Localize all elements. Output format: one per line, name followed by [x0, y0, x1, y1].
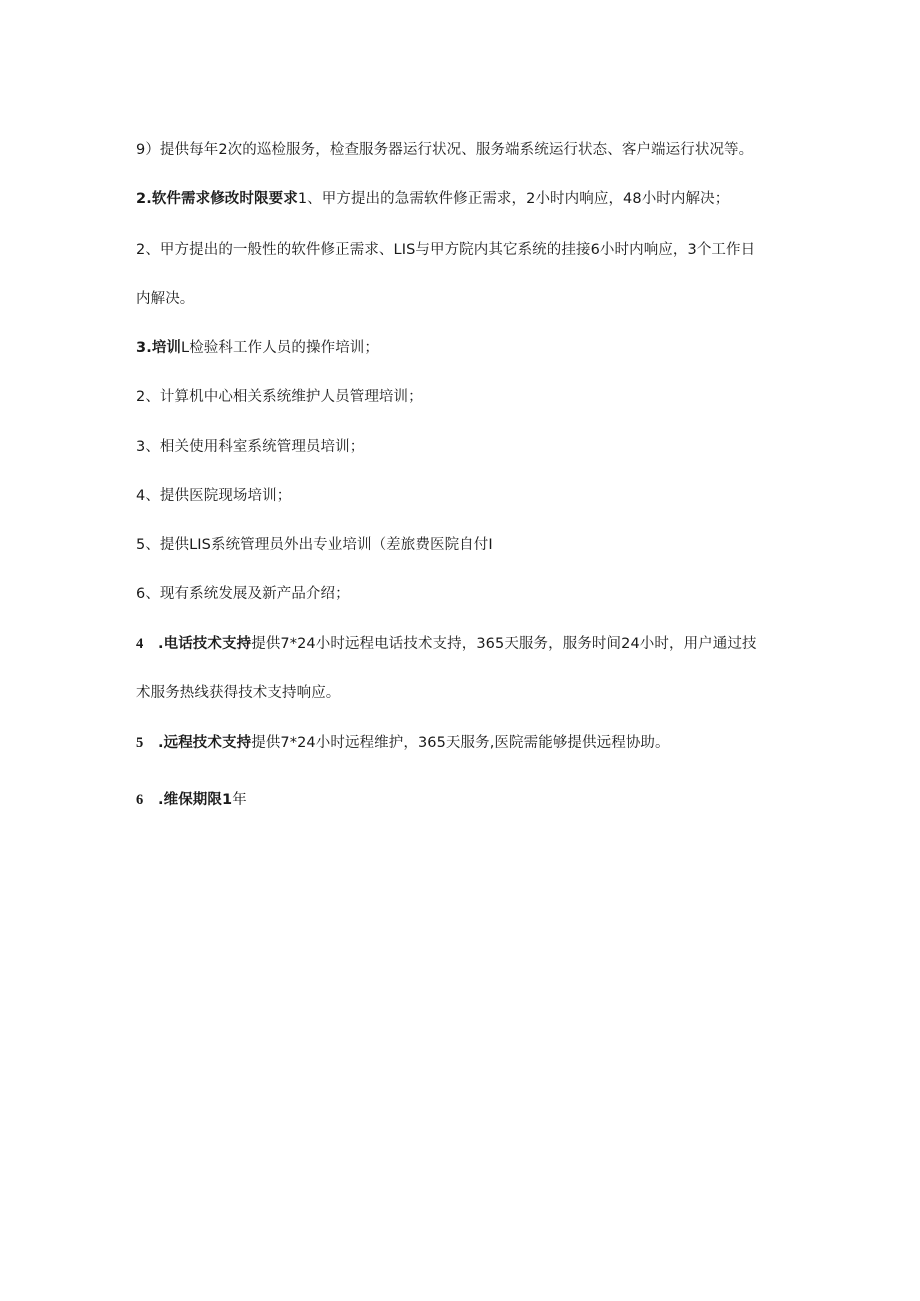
section-2-line: [136, 189, 729, 209]
section-4-title: .电话技术支持: [158, 636, 252, 652]
section-4-number: 4: [136, 636, 144, 652]
section-6-value: 1: [222, 792, 233, 808]
section-5-text: 提供7*24小时远程维护，365天服务,医院需能够提供远程协助。: [251, 735, 670, 751]
section-3-number: 3.: [136, 340, 152, 356]
training-item: 4、提供医院现场培训；: [136, 488, 292, 504]
section-3-title: 培训: [151, 340, 182, 356]
section-2-item-2-line-1: 2、甲方提出的一般性的软件修正需求、LIS与甲方院内其它系统的挂接6小时内响应，3个工作日: [136, 242, 756, 258]
training-item: 2、计算机中心相关系统维护人员管理培训；: [136, 389, 423, 405]
section-4-line-2: 术服务热线获得技术支持响应。: [136, 685, 341, 701]
section-2-title: 软件需求修改时限要求: [151, 191, 298, 207]
section-3-text: L检验科工作人员的操作培训；: [181, 340, 379, 356]
section-5-line: [136, 733, 670, 753]
section-4-text: 提供7*24小时远程电话技术支持，365天服务，服务时间24小时，用户通过技: [251, 636, 757, 652]
section-3-line: [136, 338, 379, 358]
training-item: 5、提供LIS系统管理员外出专业培训（差旅费医院自付I: [136, 537, 493, 553]
section-2-number: 2.: [136, 191, 152, 207]
section-2-text: 1、甲方提出的急需软件修正需求，2小时内响应，48小时内解决；: [297, 191, 730, 207]
section-6-title: .维保期限: [158, 792, 223, 808]
item-9-text: 9）提供每年2次的巡检服务，检查服务器运行状况、服务端系统运行状态、客户端运行状况等。: [136, 142, 754, 158]
section-5-number: 5: [136, 735, 144, 751]
training-item: 3、相关使用科室系统管理员培训；: [136, 439, 365, 455]
section-4-line-1: [136, 634, 757, 654]
section-6-unit: 年: [232, 792, 247, 808]
section-6-line: [136, 790, 247, 810]
section-6-number: 6: [136, 792, 144, 808]
section-5-title: .远程技术支持: [158, 735, 252, 751]
training-item: 6、现有系统发展及新产品介绍；: [136, 586, 350, 602]
section-2-item-2-line-2: 内解决。: [136, 291, 195, 307]
